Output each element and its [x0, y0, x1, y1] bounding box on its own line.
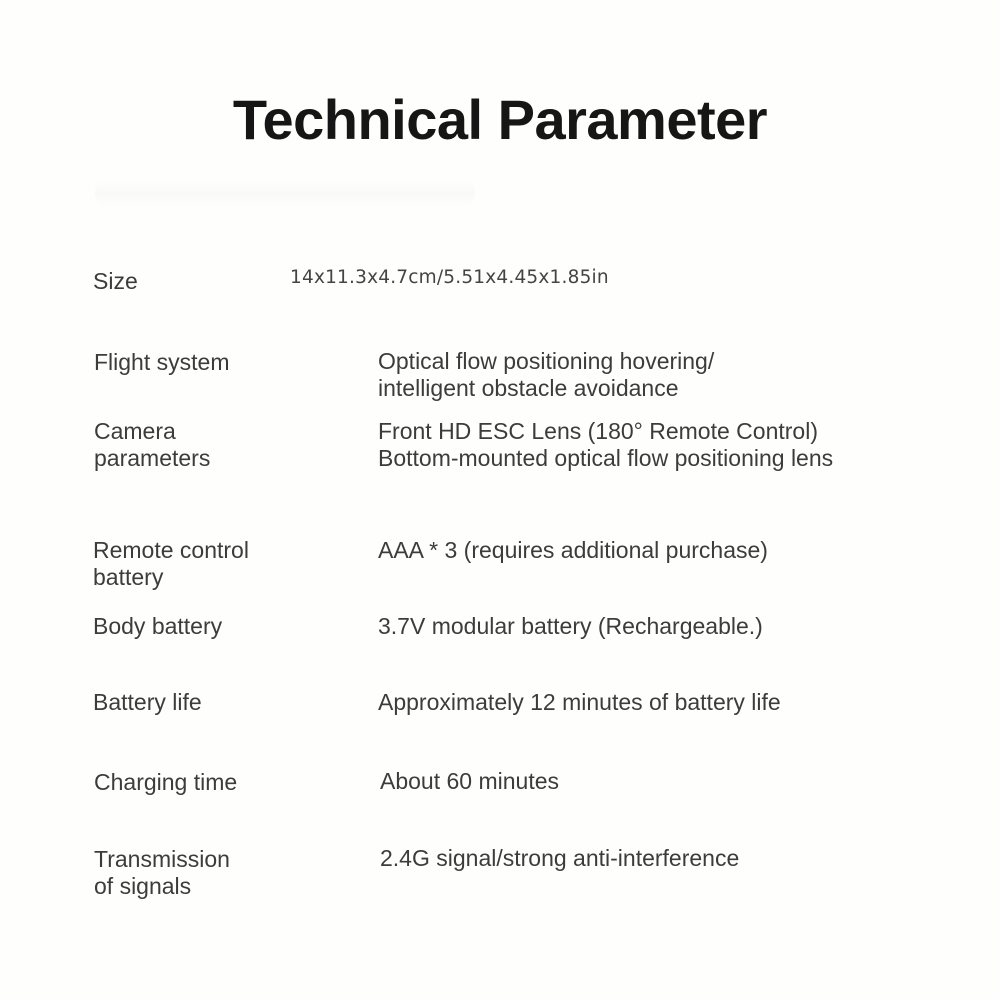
spec-label-line: Battery life — [93, 689, 202, 715]
spec-label-line: Size — [93, 268, 138, 294]
spec-label-line: Flight system — [94, 349, 230, 375]
spec-value-body-battery — [378, 613, 763, 640]
spec-value-camera-parameters — [378, 418, 833, 472]
spec-value-battery-life — [378, 689, 781, 716]
spec-label-remote-control-battery — [93, 537, 249, 591]
spec-value-remote-control-battery — [378, 537, 768, 564]
spec-value-transmission-of-signals — [380, 845, 739, 872]
spec-value-flight-system — [378, 348, 714, 402]
spec-value-line: intelligent obstacle avoidance — [378, 375, 679, 401]
spec-value-line: Approximately 12 minutes of battery life — [378, 689, 781, 715]
spec-label-camera-parameters — [94, 418, 210, 472]
spec-label-line: battery — [93, 564, 164, 590]
spec-label-line: of signals — [94, 873, 192, 899]
spec-label-line: Remote control — [93, 537, 249, 563]
spec-label-line: Transmission — [94, 846, 230, 872]
spec-value-size — [290, 264, 609, 291]
spec-value-line: AAA * 3 (requires additional purchase) — [378, 537, 768, 563]
spec-value-line: 3.7V modular battery (Rechargeable.) — [378, 613, 763, 639]
spec-label-line: parameters — [94, 445, 211, 471]
spec-value-line: About 60 minutes — [380, 768, 560, 794]
spec-label-battery-life — [93, 689, 202, 716]
spec-label-body-battery — [93, 613, 222, 640]
spec-value-line: Optical flow positioning hovering/ — [378, 348, 715, 374]
spec-label-line: Camera — [94, 418, 176, 444]
spec-label-line: Charging time — [94, 769, 238, 795]
spec-label-transmission-of-signals — [94, 846, 230, 900]
spec-value-line: 2.4G signal/strong anti-interference — [380, 845, 740, 871]
faint-smudge-decoration — [95, 178, 475, 208]
spec-label-size — [93, 268, 138, 295]
spec-label-charging-time — [94, 769, 237, 796]
spec-value-line: Front HD ESC Lens (180° Remote Control) — [378, 418, 818, 444]
spec-label-line: Body battery — [93, 613, 223, 639]
page-title: Technical Parameter — [232, 87, 768, 151]
spec-value-line: Bottom-mounted optical flow positioning lens — [378, 445, 834, 471]
spec-value-line: 14x11.3x4.7cm/5.51x4.45x1.85in — [290, 267, 609, 288]
spec-value-charging-time — [380, 768, 559, 795]
spec-label-flight-system — [94, 349, 229, 376]
